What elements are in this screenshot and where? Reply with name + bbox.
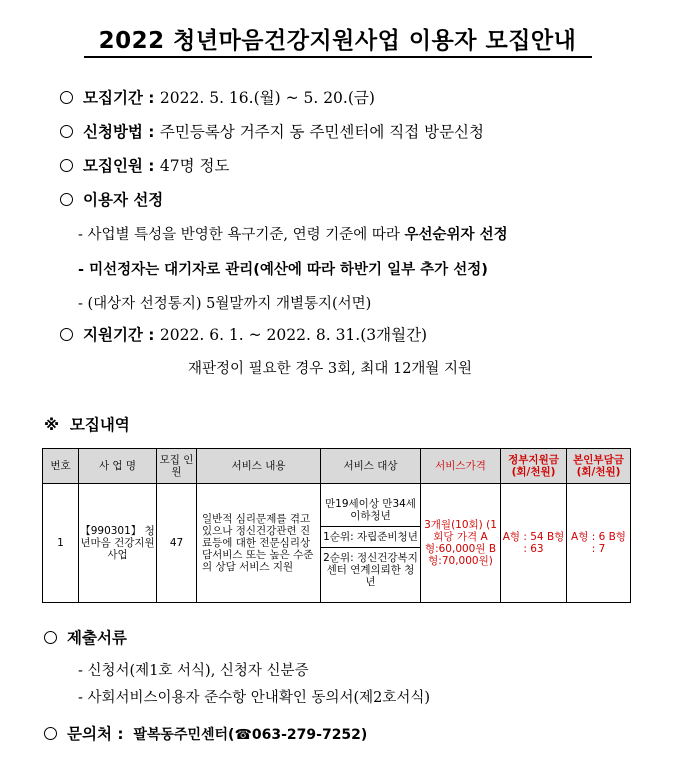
title-underline bbox=[84, 56, 592, 58]
recruit-details-heading: ※ 모집내역 bbox=[44, 416, 130, 434]
contact-row bbox=[44, 722, 367, 744]
support-period-label: 지원기간 bbox=[83, 326, 143, 344]
document-item: - 사회서비스이용자 준수항 안내확인 동의서(제2호서식) bbox=[78, 690, 431, 706]
apply-method-label: 신청방법 bbox=[83, 123, 143, 141]
recruit-count-row: 모집인원 : 47명 정도 bbox=[60, 154, 229, 176]
circle-bullet-icon bbox=[60, 159, 73, 172]
cell-price: 3개월(10회) (1회당 가격 A형:60,000원 B형:70,000원) bbox=[421, 484, 501, 603]
priority-selection-text: 우선순위자 선정 bbox=[404, 227, 508, 243]
header-gov-support: 정부지원금 (회/천원) bbox=[501, 449, 567, 484]
recruit-period-label: 모집기간 bbox=[83, 89, 143, 107]
header-price: 서비스가격 bbox=[421, 449, 501, 484]
support-period-row: 지원기간 : 2022. 6. 1. ~ 2022. 8. 31.(3개월간) bbox=[60, 323, 427, 345]
selection-label: 이용자 선정 bbox=[83, 191, 164, 209]
support-period-value: 2022. 6. 1. ~ 2022. 8. 31.(3개월간) bbox=[159, 326, 428, 344]
selection-line-2: - 미선정자는 대기자로 관리(예산에 따라 하반기 일부 추가 선정) bbox=[78, 262, 488, 278]
header-no: 번호 bbox=[43, 449, 79, 484]
cell-self-pay: A형 : 6 B형 : 7 bbox=[567, 484, 631, 603]
table-row bbox=[43, 484, 631, 603]
cell-no: 1 bbox=[43, 484, 79, 603]
apply-method-row: 신청방법 : 주민등록상 거주지 동 주민센터에 직접 방문신청 bbox=[60, 120, 484, 142]
documents-label: 제출서류 bbox=[67, 629, 127, 647]
recruit-details-table bbox=[42, 448, 631, 603]
circle-bullet-icon bbox=[60, 193, 73, 206]
recruit-count-label: 모집인원 bbox=[83, 157, 143, 175]
table-header-row bbox=[43, 449, 631, 484]
contact-value: 팔복동주민센터(☎063-279-7252) bbox=[133, 727, 368, 743]
selection-line-3: - (대상자 선정통지) 5월말까지 개별통지(서면) bbox=[78, 296, 372, 312]
recruit-period-value: 2022. 5. 16.(월) ~ 5. 20.(금) bbox=[159, 89, 375, 107]
circle-bullet-icon bbox=[60, 91, 73, 104]
header-content: 서비스 내용 bbox=[197, 449, 321, 484]
header-count: 모집 인원 bbox=[157, 449, 197, 484]
circle-bullet-icon bbox=[60, 125, 73, 138]
circle-bullet-icon bbox=[44, 631, 57, 644]
circle-bullet-icon bbox=[44, 727, 57, 740]
recruit-count-value: 47명 정도 bbox=[159, 157, 230, 175]
target-item: 만19세이상 만34세이하청년 bbox=[321, 494, 420, 527]
support-period-note: 재판정이 필요한 경우 3회, 최대 12개월 지원 bbox=[188, 361, 473, 377]
cell-targets bbox=[321, 484, 421, 603]
cell-name: 【990301】 청년마음 건강지원 사업 bbox=[79, 484, 157, 603]
documents-row bbox=[44, 626, 127, 648]
cell-gov-support: A형 : 54 B형 : 63 bbox=[501, 484, 567, 603]
cell-count: 47 bbox=[157, 484, 197, 603]
document-item: - 신청서(제1호 서식), 신청자 신분증 bbox=[78, 663, 309, 679]
selection-row bbox=[60, 188, 163, 210]
page-title: 2022 청년마음건강지원사업 이용자 모집안내 bbox=[98, 28, 577, 54]
target-item: 1순위: 자립준비청년 bbox=[321, 527, 420, 548]
cell-content: 일반적 심리문제를 겪고 있으나 정신건강관련 진료등에 대한 전문심리상담서비스 또는 높은 수준의 상담 서비스 지원 bbox=[197, 484, 321, 603]
header-name: 사 업 명 bbox=[79, 449, 157, 484]
apply-method-value: 주민등록상 거주지 동 주민센터에 직접 방문신청 bbox=[159, 123, 485, 141]
selection-line-1: - 사업별 특성을 반영한 욕구기준, 연령 기준에 따라 우선순위자 선정 bbox=[78, 227, 508, 243]
header-self-pay: 본인부담금 (회/천원) bbox=[567, 449, 631, 484]
circle-bullet-icon bbox=[60, 328, 73, 341]
contact-label: 문의처 : bbox=[67, 725, 124, 743]
target-item: 2순위: 정신건강복지센터 연계의뢰한 청년 bbox=[323, 552, 418, 588]
header-target: 서비스 대상 bbox=[321, 449, 421, 484]
recruit-period-row: 모집기간 : 2022. 5. 16.(월) ~ 5. 20.(금) bbox=[60, 86, 375, 108]
